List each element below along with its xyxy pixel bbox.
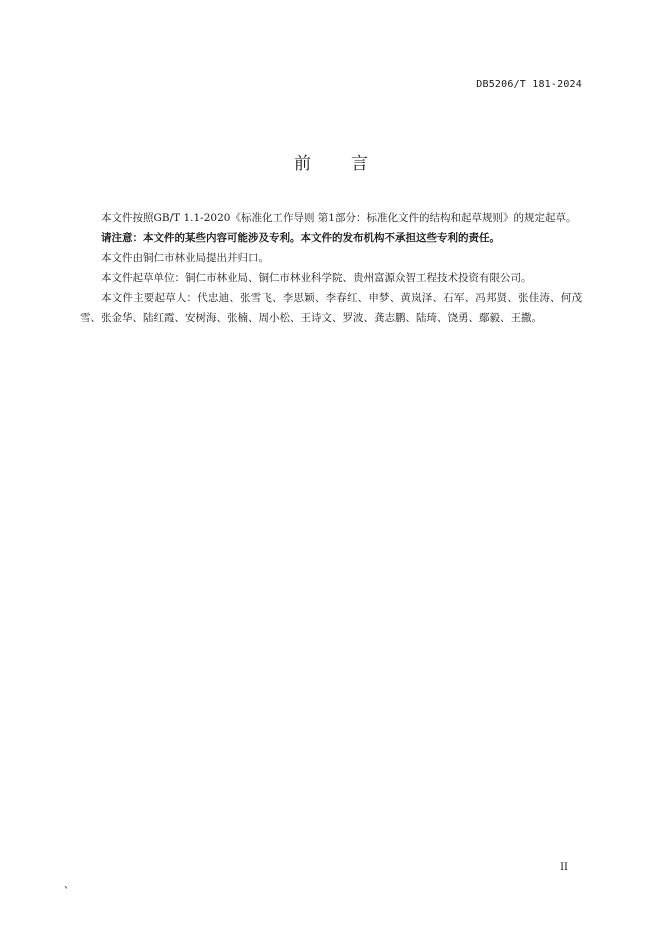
corner-mark: 、 [64,880,74,891]
paragraph-proposer: 本文件由铜仁市林业局提出并归口。 [101,252,269,264]
page-title: 前言 [294,154,408,174]
paragraph-patent-notice: 请注意：本文件的某些内容可能涉及专利。本文件的发布机构不承担这些专利的责任。 [101,232,500,244]
paragraph-drafters: 本文件主要起草人：代忠迪、张雪飞、李思颖、李春红、申梦、黄岚泽、石军、冯邦贤、张佳涛、何茂雪、张金华、陆红霞、安树海、张楠、周小松、王诗文、罗波、龚志鹏、陆琦、饶勇、鄢毅、王撒。 [80,292,582,324]
paragraph-drafting-rules: 本文件按照GB/T 1.1-2020《标准化工作导则 第1部分：标准化文件的结构和起草规则》的规定起草。 [101,212,577,224]
page-number: II [560,862,568,873]
document-body [80,208,582,328]
document-code: DB5206/T 181-2024 [476,79,582,90]
paragraph-drafting-units: 本文件起草单位：铜仁市林业局、铜仁市林业科学院、贵州富源众智工程技术投资有限公司。 [101,272,532,284]
